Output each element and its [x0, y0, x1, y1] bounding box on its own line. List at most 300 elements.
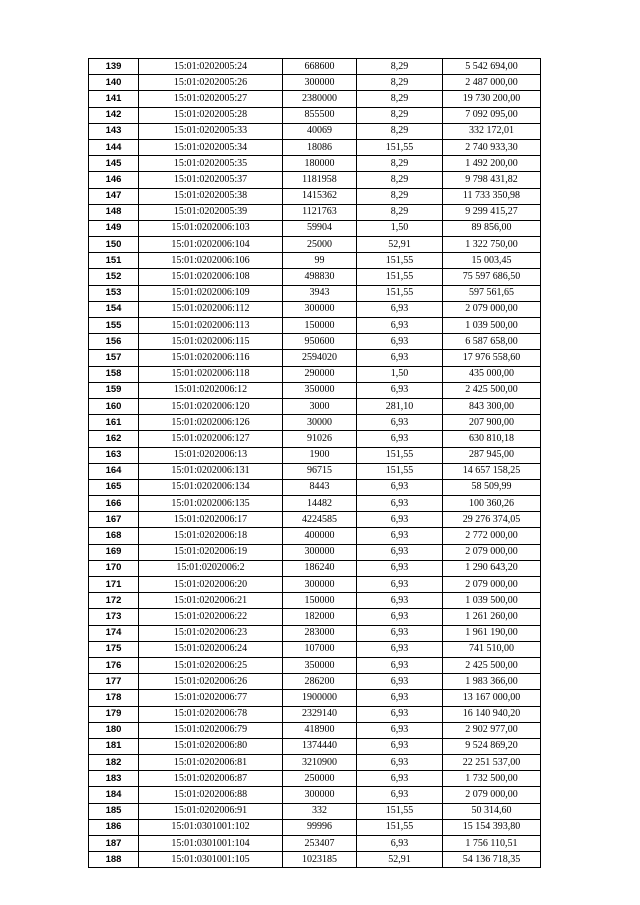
cadastral-value-cell: 100 360,26: [443, 496, 541, 512]
cadastral-number-cell: 15:01:0301001:102: [139, 819, 283, 835]
row-number-cell: 178: [89, 690, 139, 706]
cadastral-value-cell: 597 561,65: [443, 285, 541, 301]
cadastral-number-cell: 15:01:0202006:26: [139, 674, 283, 690]
area-cell: 99996: [283, 819, 357, 835]
cadastral-number-cell: 15:01:0202006:87: [139, 771, 283, 787]
table-row: [89, 107, 541, 123]
row-number-cell: 167: [89, 512, 139, 528]
cadastral-number-cell: 15:01:0202006:80: [139, 738, 283, 754]
area-cell: 96715: [283, 463, 357, 479]
specific-value-cell: 6,93: [357, 496, 443, 512]
area-cell: 3000: [283, 398, 357, 414]
cadastral-number-cell: 15:01:0202005:27: [139, 91, 283, 107]
cadastral-number-cell: 15:01:0202006:127: [139, 431, 283, 447]
area-cell: 300000: [283, 787, 357, 803]
cadastral-number-cell: 15:01:0202006:20: [139, 577, 283, 593]
cadastral-number-cell: 15:01:0202005:33: [139, 123, 283, 139]
cadastral-value-cell: 14 657 158,25: [443, 463, 541, 479]
cadastral-number-cell: 15:01:0202006:2: [139, 560, 283, 576]
cadastral-value-cell: 29 276 374,05: [443, 512, 541, 528]
row-number-cell: 141: [89, 91, 139, 107]
cadastral-number-cell: 15:01:0202005:34: [139, 139, 283, 155]
row-number-cell: 142: [89, 107, 139, 123]
specific-value-cell: 8,29: [357, 172, 443, 188]
table-row: [89, 657, 541, 673]
cadastral-value-cell: 741 510,00: [443, 641, 541, 657]
row-number-cell: 187: [89, 836, 139, 852]
cadastral-number-cell: 15:01:0202006:118: [139, 366, 283, 382]
specific-value-cell: 6,93: [357, 755, 443, 771]
cadastral-value-cell: 1 983 366,00: [443, 674, 541, 690]
cadastral-value-cell: 5 542 694,00: [443, 59, 541, 75]
area-cell: 8443: [283, 479, 357, 495]
cadastral-number-cell: 15:01:0202006:12: [139, 382, 283, 398]
area-cell: 950600: [283, 334, 357, 350]
cadastral-value-cell: 11 733 350,98: [443, 188, 541, 204]
cadastral-value-cell: 1 961 190,00: [443, 625, 541, 641]
area-cell: 855500: [283, 107, 357, 123]
row-number-cell: 160: [89, 398, 139, 414]
area-cell: 3210900: [283, 755, 357, 771]
area-cell: 418900: [283, 722, 357, 738]
area-cell: 1121763: [283, 204, 357, 220]
specific-value-cell: 151,55: [357, 463, 443, 479]
table-row: [89, 431, 541, 447]
area-cell: 400000: [283, 528, 357, 544]
area-cell: 30000: [283, 415, 357, 431]
row-number-cell: 171: [89, 577, 139, 593]
table-row: [89, 722, 541, 738]
area-cell: 25000: [283, 237, 357, 253]
row-number-cell: 157: [89, 350, 139, 366]
row-number-cell: 180: [89, 722, 139, 738]
specific-value-cell: 8,29: [357, 75, 443, 91]
specific-value-cell: 6,93: [357, 431, 443, 447]
cadastral-value-cell: 2 487 000,00: [443, 75, 541, 91]
specific-value-cell: 151,55: [357, 253, 443, 269]
table-row: [89, 398, 541, 414]
cadastral-number-cell: 15:01:0202006:135: [139, 496, 283, 512]
specific-value-cell: 6,93: [357, 771, 443, 787]
specific-value-cell: 6,93: [357, 382, 443, 398]
cadastral-value-cell: 2 079 000,00: [443, 301, 541, 317]
specific-value-cell: 6,93: [357, 512, 443, 528]
cadastral-number-cell: 15:01:0202006:109: [139, 285, 283, 301]
table-row: [89, 204, 541, 220]
table-row: [89, 819, 541, 835]
row-number-cell: 149: [89, 220, 139, 236]
row-number-cell: 162: [89, 431, 139, 447]
cadastral-number-cell: 15:01:0202006:116: [139, 350, 283, 366]
cadastral-number-cell: 15:01:0202005:28: [139, 107, 283, 123]
table-row: [89, 172, 541, 188]
cadastral-number-cell: 15:01:0202006:120: [139, 398, 283, 414]
table-row: [89, 220, 541, 236]
cadastral-number-cell: 15:01:0202006:88: [139, 787, 283, 803]
cadastral-number-cell: 15:01:0202006:22: [139, 609, 283, 625]
table-row: [89, 755, 541, 771]
cadastral-value-cell: 9 524 869,20: [443, 738, 541, 754]
row-number-cell: 169: [89, 544, 139, 560]
specific-value-cell: 8,29: [357, 123, 443, 139]
row-number-cell: 185: [89, 803, 139, 819]
specific-value-cell: 6,93: [357, 560, 443, 576]
table-row: [89, 301, 541, 317]
specific-value-cell: 151,55: [357, 803, 443, 819]
area-cell: 332: [283, 803, 357, 819]
table-row: [89, 366, 541, 382]
area-cell: 182000: [283, 609, 357, 625]
specific-value-cell: 6,93: [357, 722, 443, 738]
cadastral-number-cell: 15:01:0202005:24: [139, 59, 283, 75]
table-row: [89, 269, 541, 285]
specific-value-cell: 6,93: [357, 641, 443, 657]
cadastral-value-cell: 630 810,18: [443, 431, 541, 447]
specific-value-cell: 6,93: [357, 350, 443, 366]
specific-value-cell: 52,91: [357, 852, 443, 868]
row-number-cell: 140: [89, 75, 139, 91]
specific-value-cell: 6,93: [357, 479, 443, 495]
area-cell: 150000: [283, 318, 357, 334]
area-cell: 300000: [283, 544, 357, 560]
cadastral-value-cell: 7 092 095,00: [443, 107, 541, 123]
specific-value-cell: 8,29: [357, 107, 443, 123]
cadastral-value-cell: 1 732 500,00: [443, 771, 541, 787]
specific-value-cell: 6,93: [357, 625, 443, 641]
cadastral-value-cell: 19 730 200,00: [443, 91, 541, 107]
row-number-cell: 147: [89, 188, 139, 204]
specific-value-cell: 8,29: [357, 91, 443, 107]
cadastral-value-cell: 2 425 500,00: [443, 657, 541, 673]
row-number-cell: 175: [89, 641, 139, 657]
table-row: [89, 123, 541, 139]
specific-value-cell: 6,93: [357, 609, 443, 625]
area-cell: 150000: [283, 593, 357, 609]
specific-value-cell: 6,93: [357, 674, 443, 690]
table-row: [89, 690, 541, 706]
specific-value-cell: 8,29: [357, 156, 443, 172]
cadastral-number-cell: 15:01:0202006:23: [139, 625, 283, 641]
cadastral-value-cell: 2 079 000,00: [443, 787, 541, 803]
row-number-cell: 153: [89, 285, 139, 301]
cadastral-value-cell: 50 314,60: [443, 803, 541, 819]
area-cell: 180000: [283, 156, 357, 172]
specific-value-cell: 151,55: [357, 285, 443, 301]
table-row: [89, 787, 541, 803]
cadastral-value-cell: 1 039 500,00: [443, 318, 541, 334]
cadastral-number-cell: 15:01:0202006:19: [139, 544, 283, 560]
cadastral-number-cell: 15:01:0202006:17: [139, 512, 283, 528]
cadastral-value-cell: 287 945,00: [443, 447, 541, 463]
area-cell: 59904: [283, 220, 357, 236]
table-row: [89, 139, 541, 155]
row-number-cell: 166: [89, 496, 139, 512]
specific-value-cell: 8,29: [357, 59, 443, 75]
table-row: [89, 803, 541, 819]
table-row: [89, 415, 541, 431]
cadastral-value-cell: 89 856,00: [443, 220, 541, 236]
area-cell: 2594020: [283, 350, 357, 366]
cadastral-number-cell: 15:01:0202006:106: [139, 253, 283, 269]
cadastral-number-cell: 15:01:0202005:38: [139, 188, 283, 204]
specific-value-cell: 151,55: [357, 269, 443, 285]
table-row: [89, 237, 541, 253]
row-number-cell: 182: [89, 755, 139, 771]
table-row: [89, 75, 541, 91]
table-row: [89, 253, 541, 269]
area-cell: 668600: [283, 59, 357, 75]
row-number-cell: 188: [89, 852, 139, 868]
cadastral-number-cell: 15:01:0202006:104: [139, 237, 283, 253]
cadastral-number-cell: 15:01:0202006:21: [139, 593, 283, 609]
area-cell: 1374440: [283, 738, 357, 754]
cadastral-number-cell: 15:01:0202006:81: [139, 755, 283, 771]
specific-value-cell: 1,50: [357, 366, 443, 382]
area-cell: 18086: [283, 139, 357, 155]
table-row: [89, 609, 541, 625]
area-cell: 1900000: [283, 690, 357, 706]
specific-value-cell: 6,93: [357, 528, 443, 544]
cadastral-number-cell: 15:01:0202006:113: [139, 318, 283, 334]
area-cell: 14482: [283, 496, 357, 512]
row-number-cell: 154: [89, 301, 139, 317]
area-cell: 1181958: [283, 172, 357, 188]
cadastral-value-cell: 207 900,00: [443, 415, 541, 431]
row-number-cell: 172: [89, 593, 139, 609]
cadastral-value-cell: 75 597 686,50: [443, 269, 541, 285]
area-cell: 300000: [283, 577, 357, 593]
area-cell: 107000: [283, 641, 357, 657]
table-row: [89, 738, 541, 754]
area-cell: 498830: [283, 269, 357, 285]
specific-value-cell: 6,93: [357, 577, 443, 593]
table-row: [89, 544, 541, 560]
table-row: [89, 285, 541, 301]
cadastral-number-cell: 15:01:0301001:104: [139, 836, 283, 852]
row-number-cell: 163: [89, 447, 139, 463]
cadastral-number-cell: 15:01:0301001:105: [139, 852, 283, 868]
cadastral-value-cell: 15 154 393,80: [443, 819, 541, 835]
row-number-cell: 156: [89, 334, 139, 350]
cadastral-value-cell: 2 079 000,00: [443, 544, 541, 560]
row-number-cell: 139: [89, 59, 139, 75]
row-number-cell: 161: [89, 415, 139, 431]
cadastral-value-cell: 13 167 000,00: [443, 690, 541, 706]
cadastral-number-cell: 15:01:0202006:108: [139, 269, 283, 285]
cadastral-number-cell: 15:01:0202006:103: [139, 220, 283, 236]
cadastral-value-cell: 332 172,01: [443, 123, 541, 139]
area-cell: 40069: [283, 123, 357, 139]
cadastral-value-cell: 1 492 200,00: [443, 156, 541, 172]
row-number-cell: 170: [89, 560, 139, 576]
cadastral-value-cell: 1 039 500,00: [443, 593, 541, 609]
row-number-cell: 151: [89, 253, 139, 269]
area-cell: 2329140: [283, 706, 357, 722]
cadastral-value-cell: 2 902 977,00: [443, 722, 541, 738]
area-cell: 350000: [283, 382, 357, 398]
row-number-cell: 173: [89, 609, 139, 625]
area-cell: 4224585: [283, 512, 357, 528]
area-cell: 91026: [283, 431, 357, 447]
table-row: [89, 318, 541, 334]
table-row: [89, 852, 541, 868]
cadastral-value-cell: 1 756 110,51: [443, 836, 541, 852]
specific-value-cell: 6,93: [357, 690, 443, 706]
cadastral-number-cell: 15:01:0202005:37: [139, 172, 283, 188]
area-cell: 3943: [283, 285, 357, 301]
specific-value-cell: 6,93: [357, 301, 443, 317]
specific-value-cell: 6,93: [357, 836, 443, 852]
area-cell: 186240: [283, 560, 357, 576]
specific-value-cell: 151,55: [357, 447, 443, 463]
cadastral-value-cell: 58 509,99: [443, 479, 541, 495]
cadastral-number-cell: 15:01:0202006:126: [139, 415, 283, 431]
specific-value-cell: 6,93: [357, 544, 443, 560]
cadastral-value-cell: 1 290 643,20: [443, 560, 541, 576]
specific-value-cell: 6,93: [357, 318, 443, 334]
cadastral-value-cell: 2 740 933,30: [443, 139, 541, 155]
table-row: [89, 593, 541, 609]
cadastral-number-cell: 15:01:0202006:25: [139, 657, 283, 673]
area-cell: 350000: [283, 657, 357, 673]
area-cell: 250000: [283, 771, 357, 787]
table-row: [89, 496, 541, 512]
row-number-cell: 150: [89, 237, 139, 253]
cadastral-value-cell: 2 425 500,00: [443, 382, 541, 398]
cadastral-number-cell: 15:01:0202005:26: [139, 75, 283, 91]
cadastral-number-cell: 15:01:0202006:112: [139, 301, 283, 317]
row-number-cell: 176: [89, 657, 139, 673]
row-number-cell: 165: [89, 479, 139, 495]
cadastral-number-cell: 15:01:0202005:39: [139, 204, 283, 220]
cadastral-value-cell: 2 079 000,00: [443, 577, 541, 593]
table-row: [89, 528, 541, 544]
specific-value-cell: 6,93: [357, 738, 443, 754]
cadastral-value-cell: 2 772 000,00: [443, 528, 541, 544]
cadastral-number-cell: 15:01:0202006:115: [139, 334, 283, 350]
row-number-cell: 164: [89, 463, 139, 479]
cadastral-number-cell: 15:01:0202006:78: [139, 706, 283, 722]
table-row: [89, 447, 541, 463]
area-cell: 1023185: [283, 852, 357, 868]
row-number-cell: 181: [89, 738, 139, 754]
table-row: [89, 91, 541, 107]
specific-value-cell: 6,93: [357, 657, 443, 673]
cadastral-value-table: [88, 58, 541, 868]
row-number-cell: 152: [89, 269, 139, 285]
row-number-cell: 179: [89, 706, 139, 722]
specific-value-cell: 8,29: [357, 204, 443, 220]
cadastral-value-cell: 9 299 415,27: [443, 204, 541, 220]
cadastral-value-cell: 16 140 940,20: [443, 706, 541, 722]
table-row: [89, 836, 541, 852]
specific-value-cell: 6,93: [357, 334, 443, 350]
row-number-cell: 144: [89, 139, 139, 155]
cadastral-number-cell: 15:01:0202006:134: [139, 479, 283, 495]
cadastral-value-cell: 435 000,00: [443, 366, 541, 382]
cadastral-value-cell: 15 003,45: [443, 253, 541, 269]
row-number-cell: 183: [89, 771, 139, 787]
area-cell: 300000: [283, 75, 357, 91]
row-number-cell: 177: [89, 674, 139, 690]
table-row: [89, 479, 541, 495]
row-number-cell: 174: [89, 625, 139, 641]
table-row: [89, 334, 541, 350]
table-row: [89, 463, 541, 479]
row-number-cell: 159: [89, 382, 139, 398]
specific-value-cell: 6,93: [357, 787, 443, 803]
cadastral-value-cell: 9 798 431,82: [443, 172, 541, 188]
cadastral-number-cell: 15:01:0202006:13: [139, 447, 283, 463]
area-cell: 300000: [283, 301, 357, 317]
row-number-cell: 145: [89, 156, 139, 172]
specific-value-cell: 6,93: [357, 593, 443, 609]
area-cell: 290000: [283, 366, 357, 382]
row-number-cell: 155: [89, 318, 139, 334]
specific-value-cell: 151,55: [357, 139, 443, 155]
table-row: [89, 625, 541, 641]
cadastral-value-cell: 843 300,00: [443, 398, 541, 414]
row-number-cell: 168: [89, 528, 139, 544]
cadastral-number-cell: 15:01:0202006:91: [139, 803, 283, 819]
area-cell: 1900: [283, 447, 357, 463]
cadastral-number-cell: 15:01:0202006:131: [139, 463, 283, 479]
table-row: [89, 512, 541, 528]
table-row: [89, 382, 541, 398]
row-number-cell: 158: [89, 366, 139, 382]
area-cell: 2380000: [283, 91, 357, 107]
row-number-cell: 184: [89, 787, 139, 803]
table-row: [89, 641, 541, 657]
table-row: [89, 577, 541, 593]
cadastral-value-cell: 22 251 537,00: [443, 755, 541, 771]
cadastral-number-cell: 15:01:0202005:35: [139, 156, 283, 172]
cadastral-number-cell: 15:01:0202006:79: [139, 722, 283, 738]
cadastral-value-cell: 1 261 260,00: [443, 609, 541, 625]
specific-value-cell: 52,91: [357, 237, 443, 253]
area-cell: 286200: [283, 674, 357, 690]
table-row: [89, 59, 541, 75]
specific-value-cell: 1,50: [357, 220, 443, 236]
table-row: [89, 188, 541, 204]
table-row: [89, 350, 541, 366]
specific-value-cell: 151,55: [357, 819, 443, 835]
table-row: [89, 560, 541, 576]
row-number-cell: 143: [89, 123, 139, 139]
cadastral-number-cell: 15:01:0202006:18: [139, 528, 283, 544]
table-body: [89, 59, 541, 868]
specific-value-cell: 281,10: [357, 398, 443, 414]
row-number-cell: 146: [89, 172, 139, 188]
cadastral-value-cell: 17 976 558,60: [443, 350, 541, 366]
specific-value-cell: 8,29: [357, 188, 443, 204]
area-cell: 253407: [283, 836, 357, 852]
cadastral-number-cell: 15:01:0202006:77: [139, 690, 283, 706]
table-row: [89, 156, 541, 172]
cadastral-value-cell: 54 136 718,35: [443, 852, 541, 868]
cadastral-number-cell: 15:01:0202006:24: [139, 641, 283, 657]
table-row: [89, 771, 541, 787]
table-row: [89, 706, 541, 722]
row-number-cell: 148: [89, 204, 139, 220]
table-row: [89, 674, 541, 690]
cadastral-value-cell: 6 587 658,00: [443, 334, 541, 350]
area-cell: 1415362: [283, 188, 357, 204]
cadastral-value-cell: 1 322 750,00: [443, 237, 541, 253]
area-cell: 283000: [283, 625, 357, 641]
specific-value-cell: 6,93: [357, 706, 443, 722]
area-cell: 99: [283, 253, 357, 269]
